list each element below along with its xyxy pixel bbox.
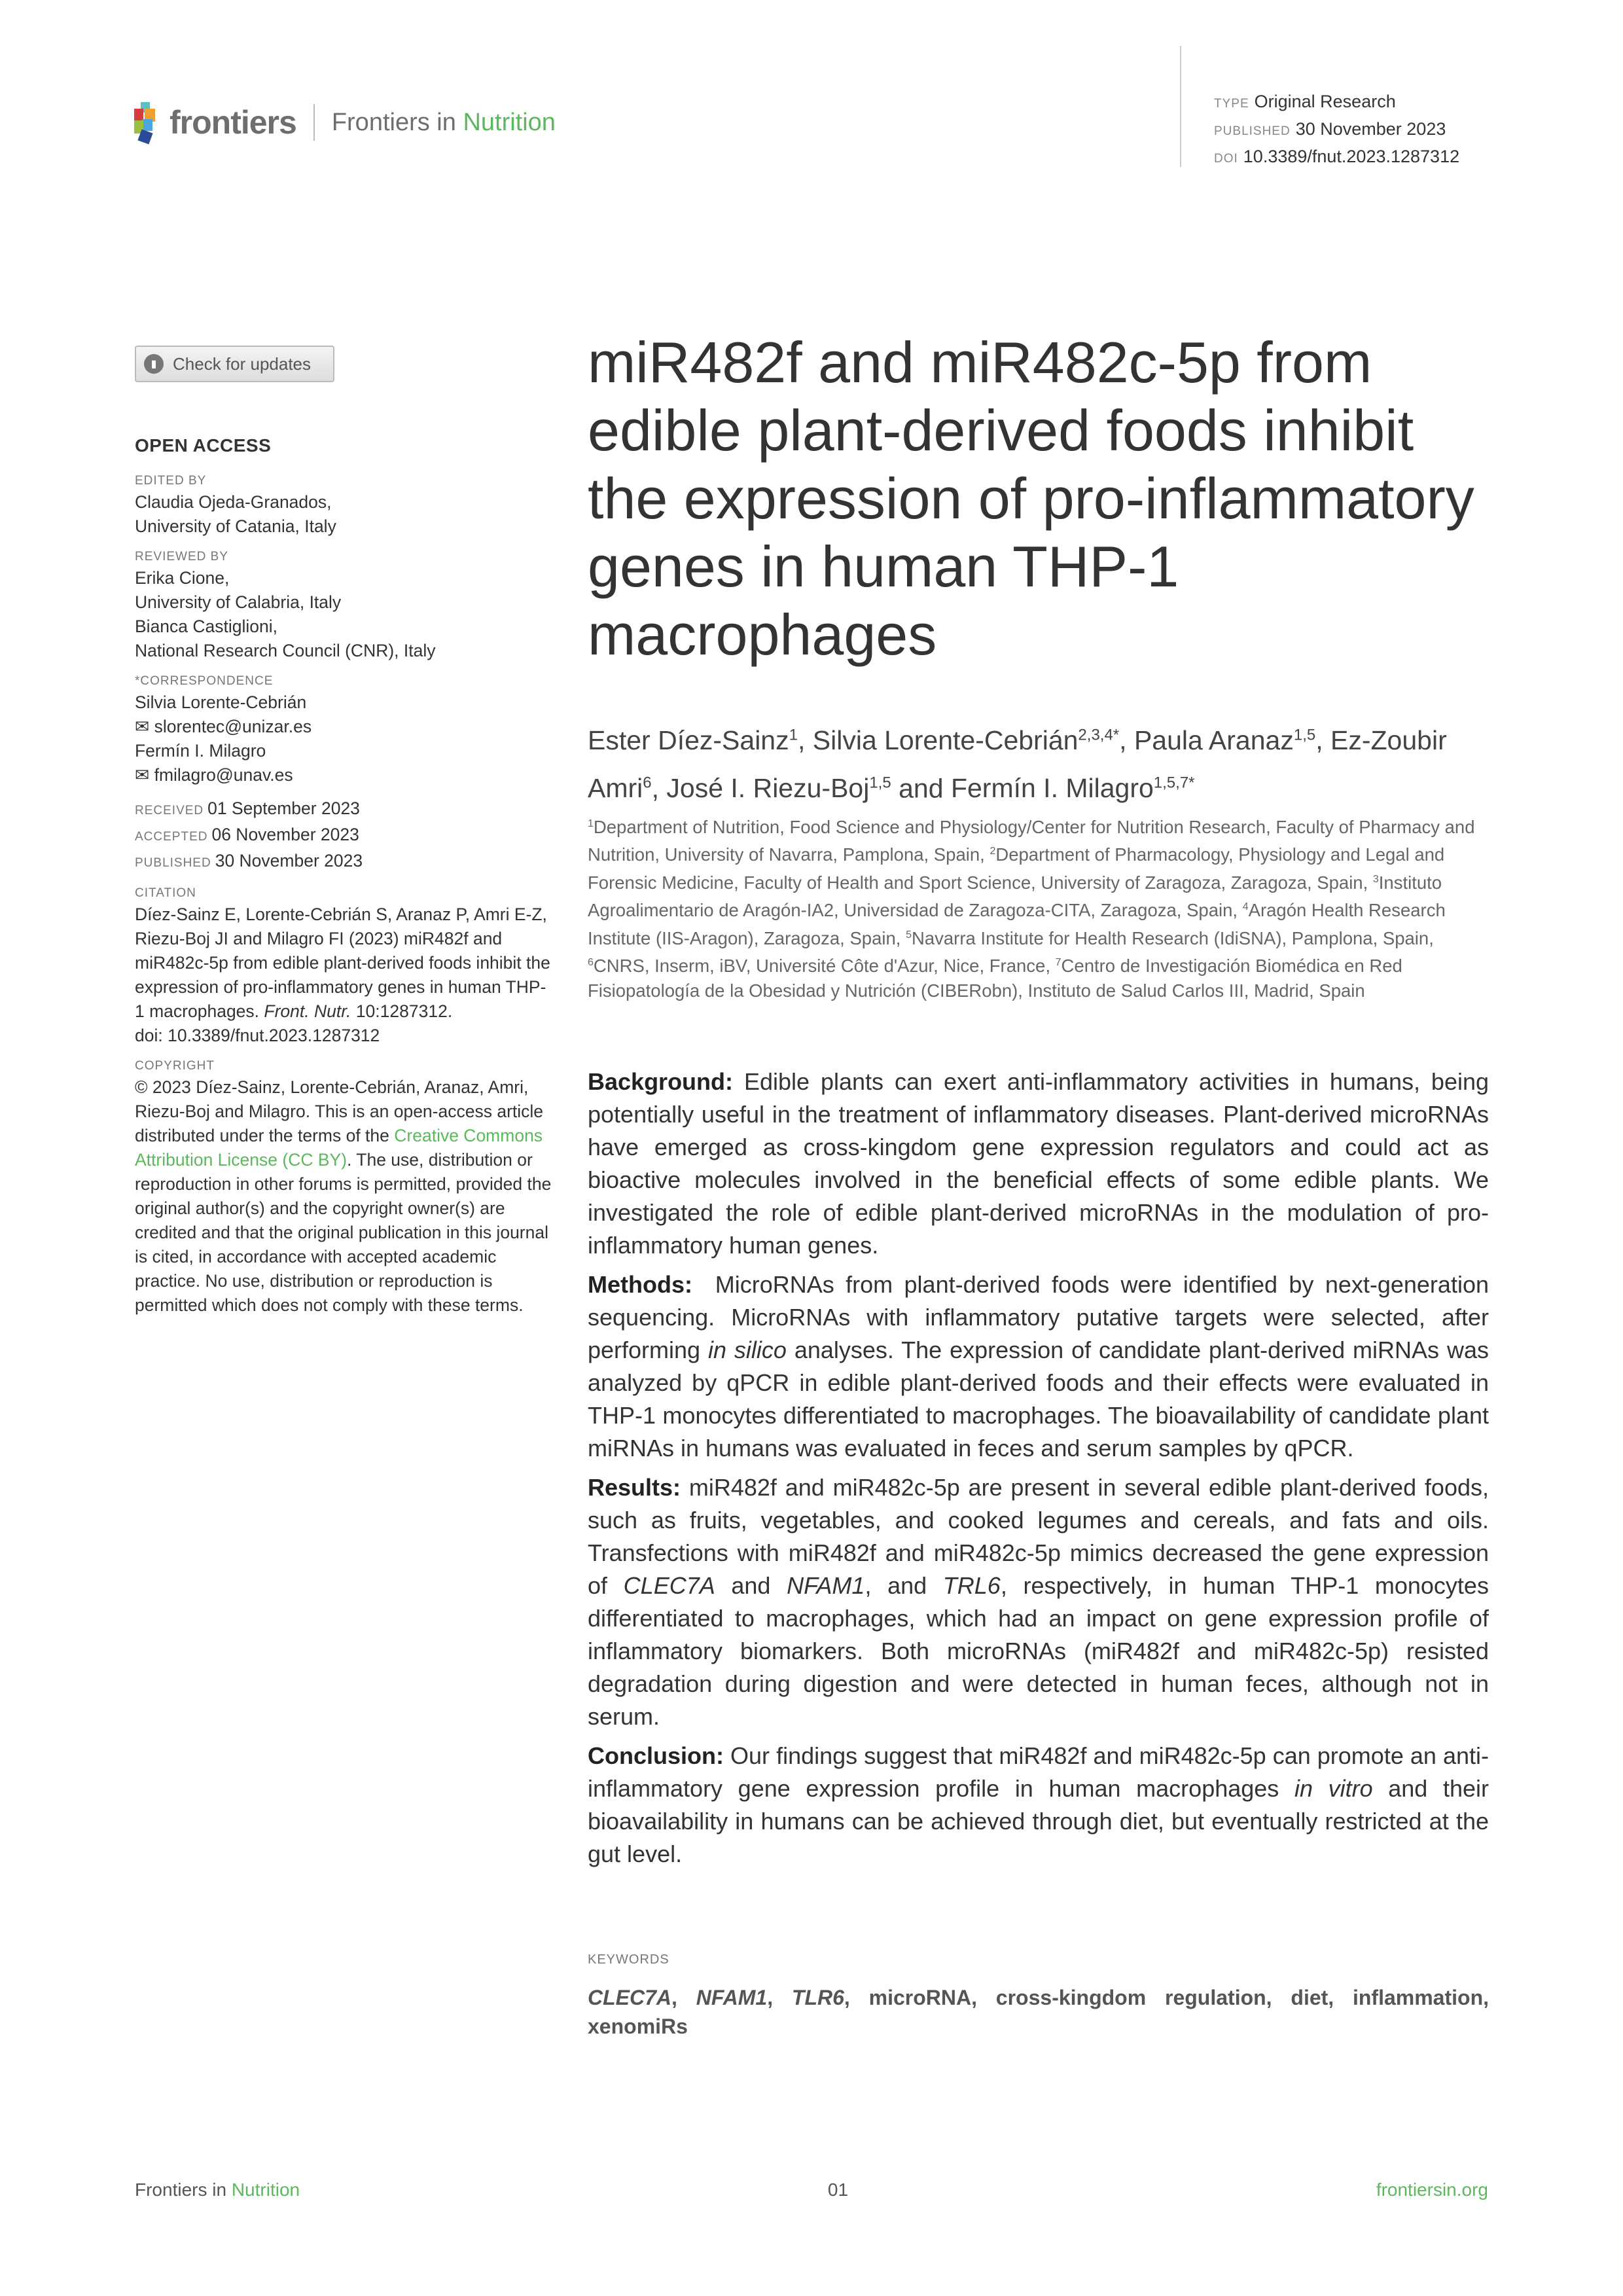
reviewer-affiliation: National Research Council (CNR), Italy — [135, 641, 436, 660]
abstract-background: Background: Edible plants can exert anti-inflammatory activities in humans, being potentially useful in the treatment of inflammatory diseases. Plant-derived microRNAs have emerged as cross-kingdom gene expression regulators and could act as bioactive molecules involved in the beneficial effects of some edible plants. We investigated the role of edible plant-derived microRNAs in the modulation of pro-inflammatory human genes. — [588, 1068, 1489, 1259]
article-meta: TYPE Original Research PUBLISHED 30 November 2023 DOI 10.3389/fnut.2023.1287312 — [1180, 46, 1459, 167]
published-date: 30 November 2023 — [1295, 119, 1446, 139]
email-link[interactable]: fmilagro@unav.es — [154, 765, 293, 785]
author[interactable]: Ester Díez-Sainz$^1$ — [588, 725, 798, 755]
email-icon: ✉ — [135, 765, 154, 785]
brand-name: frontiers — [169, 104, 296, 141]
citation: Díez-Sainz E, Lorente-Cebrián S, Aranaz P, Amri E-Z, Riezu-Boj JI and Milagro FI (2023) miR482f and miR482c-5p from edible plant-derived foods inhibit the expression of pro-inflammatory genes in human THP-1 macrophages. Front. Nutr. 10:1287312. doi: 10.3389/fnut.2023.1287312 — [135, 905, 550, 1045]
sidebar: OPEN ACCESS EDITED BY Claudia Ojeda-Granados, University of Catania, Italy REVIEWED BY Erika Cione, University of Calabria, Italy Bianca Castiglioni, National Research Council (CNR), Italy *CORRESPONDENCE Silvia Lorente-Cebrián ✉ slorentec@unizar.es Fermín I. Milagro ✉ fmilagro@unav.es RECEIVED 01 September 2023 ACCEPTED 06 November 2023 PUBLISHED 30 November 2023 CITATION Díez-Sainz E, Lorente-Cebrián S, Aranaz P, Amri E-Z, Riezu-Boj JI and Milagro FI (2023) miR482f and miR482c-5p from edible plant-derived foods inhibit the expression of pro-inflammatory genes in human THP-1 macrophages. Front. Nutr. 10:1287312. doi: 10.3389/fnut.2023.1287312 COPYRIGHT © 2023 Díez-Sainz, Lorente-Cebrián, Aranaz, Amri, Riezu-Boj and Milagro. This is an open-access article distributed under the terms of the Creative Commons Attribution License (CC BY). The use, distribution or reproduction in other forums is permitted, provided the original author(s) and the copyright owner(s) are credited and that the original publication in this journal is cited, in accordance with accepted academic practice. No use, distribution or reproduction is permitted which does not comply with these terms. — [135, 433, 554, 1318]
page-number: 01 — [827, 2179, 849, 2200]
check-for-updates-button[interactable] — [135, 346, 334, 382]
reviewer-name: Bianca Castiglioni, — [135, 617, 278, 636]
footer-site-link[interactable]: frontiersin.org — [1376, 2179, 1488, 2200]
accepted-date: 06 November 2023 — [211, 825, 359, 844]
page-footer — [135, 2179, 1488, 2200]
bookmark-icon: ▮ — [144, 354, 164, 374]
author[interactable]: Fermín I. Milagro$^{1,5,7*}$ — [950, 773, 1195, 804]
logo-divider — [313, 104, 315, 141]
author[interactable]: José I. Riezu-Boj$^{1,5}$ — [666, 773, 891, 804]
email-link[interactable]: slorentec@unizar.es — [154, 717, 312, 736]
editor-affiliation: University of Catania, Italy — [135, 516, 336, 536]
abstract-methods: Methods: MicroRNAs from plant-derived foods were identified by next-generation sequencing. MicroRNAs with inflammatory putative targets were selected, after performing in silico analyses. The expression of candidate plant-derived miRNAs was analyzed by qPCR in edible plant-derived foods and their effects were evaluated in THP-1 monocytes differentiated to macrophages. The bioavailability of candidate plant miRNAs in humans was evaluated in feces and serum samples by qPCR. — [588, 1271, 1489, 1462]
open-access-label: OPEN ACCESS — [135, 435, 272, 456]
correspondent-name: Silvia Lorente-Cebrián — [135, 692, 307, 712]
correspondence-label: *CORRESPONDENCE — [135, 674, 274, 688]
citation-label: CITATION — [135, 886, 196, 900]
doi[interactable]: 10.3389/fnut.2023.1287312 — [1243, 147, 1460, 166]
email-icon: ✉ — [135, 717, 154, 736]
edited-by-label: EDITED BY — [135, 474, 207, 488]
editor-name: Claudia Ojeda-Granados, — [135, 492, 332, 512]
received-date: 01 September 2023 — [207, 798, 360, 818]
reviewed-by-label: REVIEWED BY — [135, 550, 228, 564]
reviewer-name: Erika Cione, — [135, 568, 230, 588]
author[interactable]: Ez-Zoubir Amri$^6$ — [588, 725, 1447, 804]
author-list: Ester Díez-Sainz$^1$, Silvia Lorente-Cebrián$^{2,3,4*}$, Paula Aranaz$^{1,5}$, Ez-Zoubir Amri$^6$, José I. Riezu-Boj$^{1,5}$ and Fermín I. Milagro$^{1,5,7*}$ — [588, 725, 1447, 804]
abstract-conclusion: Conclusion: Our findings suggest that miR482f and miR482c-5p can promote an anti-inflammatory gene expression profile in human macrophages in vitro and their bioavailability in humans can be achieved through diet, but eventually restricted at the gut level. — [588, 1742, 1489, 1867]
keywords: CLEC7A, NFAM1, TLR6, microRNA, cross-kingdom regulation, diet, inflammation, xenomiRs — [588, 1986, 1489, 2038]
keywords-label: KEYWORDS — [588, 1952, 669, 1967]
affiliations: $^1$Department of Nutrition, Food Science and Physiology/Center for Nutrition Research, Faculty of Pharmacy and Nutrition, University of Navarra, Pamplona, Spain, $^2$Department of Pharmacology, Physiology and Legal and Forensic Medicine, Faculty of Health and Sport Science, University of Zaragoza, Zaragoza, Spain, $^3$Instituto Agroalimentario de Aragón-IA2, Universidad de Zaragoza-CITA, Zaragoza, Spain, $^4$Aragón Health Research Institute (IIS-Aragon), Zaragoza, Spain, $^5$Navarra Institute for Health Research (IdiSNA), Pamplona, Spain, $^6$CNRS, Inserm, iBV, Université Côte d'Azur, Nice, France, $^7$Centro de Investigación Biomédica en Red Fisiopatología de la Obesidad y Nutrición (CIBERobn), Instituto de Salud Carlos III, Madrid, Spain — [588, 817, 1475, 1001]
journal-name: Frontiers in Nutrition — [331, 108, 556, 136]
published-date: 30 November 2023 — [215, 851, 363, 870]
article-type: Original Research — [1254, 92, 1396, 111]
license-link[interactable]: Creative Commons Attribution License (CC BY) — [135, 1126, 543, 1170]
copyright-label: COPYRIGHT — [135, 1059, 215, 1073]
author[interactable]: Silvia Lorente-Cebrián$^{2,3,4*}$ — [812, 725, 1120, 755]
frontiers-cube-icon — [134, 102, 160, 143]
abstract — [588, 1066, 1489, 1877]
correspondent-name: Fermín I. Milagro — [135, 741, 266, 761]
article-title: miR482f and miR482c-5p from edible plant-derived foods inhibit the expression of pro-inflammatory genes in human THP-1 macrophages — [588, 330, 1474, 667]
abstract-results: Results: miR482f and miR482c-5p are present in several edible plant-derived foods, such as fruits, vegetables, and cooked legumes and cereals, and fats and oils. Transfections with miR482f and miR482c-5p mimics decreased the gene expression of CLEC7A and NFAM1, and TRL6, respectively, in human THP-1 monocytes differentiated to macrophages, which had an impact on gene expression profile of inflammatory biomarkers. Both microRNAs (miR482f and miR482c-5p) resisted degradation during digestion and were detected in human feces, although not in serum. — [588, 1474, 1489, 1730]
frontiers-logo — [134, 99, 556, 145]
author[interactable]: Paula Aranaz$^{1,5}$ — [1133, 725, 1316, 755]
reviewer-affiliation: University of Calabria, Italy — [135, 592, 342, 612]
copyright-text: © 2023 Díez-Sainz, Lorente-Cebrián, Aranaz, Amri, Riezu-Boj and Milagro. This is an open-access article distributed under the terms of the Creative Commons Attribution License (CC BY). The use, distribution or reproduction in other forums is permitted, provided the original author(s) and the copyright owner(s) are credited and that the original publication in this journal is cited, in accordance with accepted academic practice. No use, distribution or reproduction is permitted which does not comply with these terms. — [135, 1077, 552, 1315]
check-updates-label: Check for updates — [173, 353, 312, 374]
footer-journal: Frontiers in Nutrition — [135, 2179, 300, 2200]
